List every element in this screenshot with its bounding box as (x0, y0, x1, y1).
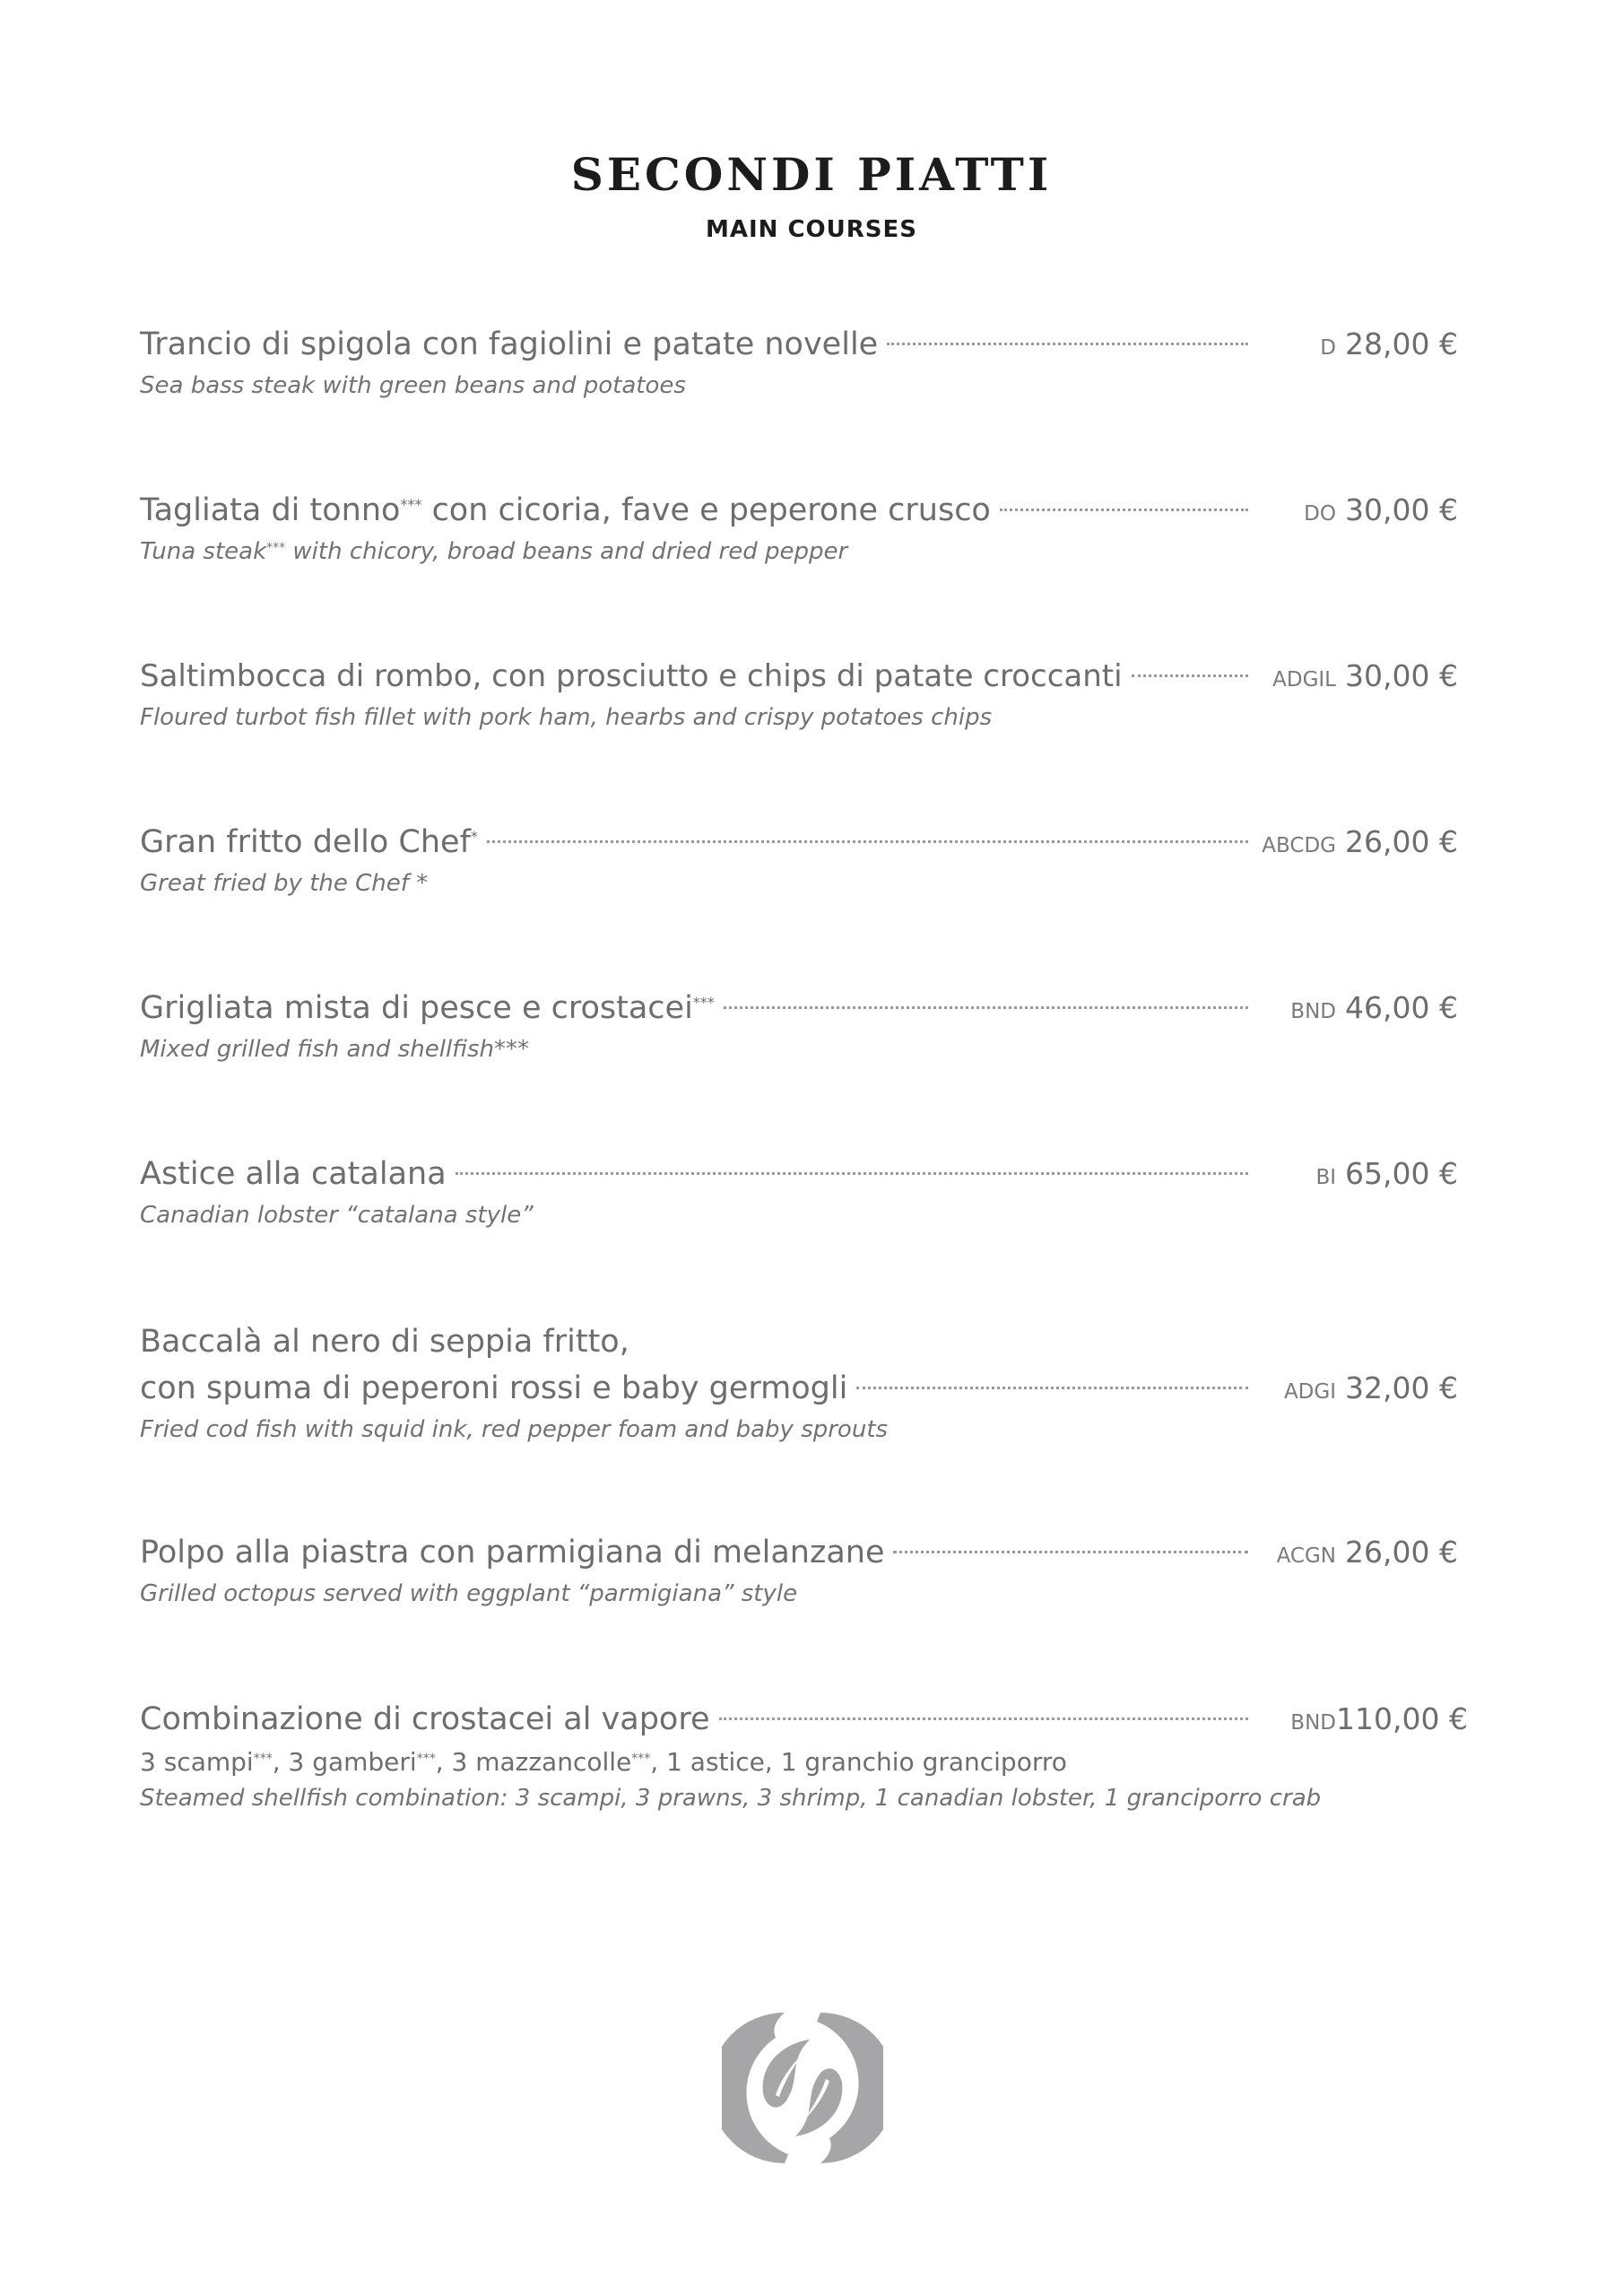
dish-price: 65,00 € (1345, 1156, 1458, 1191)
dish-name: Trancio di spigola con fagiolini e patate novelle (140, 326, 879, 362)
dish-price: 26,00 € (1345, 824, 1458, 859)
allergen-codes: ADGI (1283, 1380, 1336, 1404)
menu-item (140, 653, 1458, 735)
dish-name: Grigliata mista di pesce e crostacei*** (140, 990, 715, 1026)
menu-item (140, 1318, 1458, 1448)
dish-price: 110,00 € (1336, 1701, 1468, 1736)
superscript-mark: *** (266, 541, 286, 555)
dish-name: Astice alla catalana (140, 1156, 447, 1192)
menu-item (140, 819, 1458, 901)
dot-leader (887, 343, 1248, 345)
dot-leader (1000, 509, 1248, 511)
section-title: SECONDI PIATTI (570, 148, 1053, 201)
dish-translation: Great fried by the Chef * (140, 870, 429, 897)
dish-name: con spuma di peperoni rossi e baby germogli (140, 1370, 848, 1406)
menu-item (140, 487, 1458, 570)
dish-translation: Steamed shellfish combination: 3 scampi, 3 prawns, 3 shrimp, 1 canadian lobster, 1 granciporro crab (140, 1785, 1322, 1812)
dot-leader (893, 1551, 1248, 1553)
superscript-mark: * (470, 828, 478, 845)
dot-leader (1132, 674, 1248, 677)
dish-translation: Grilled octopus served with eggplant “parmigiana” style (140, 1580, 798, 1607)
menu-header (0, 144, 1623, 246)
dish-name: Gran fritto dello Chef* (140, 824, 478, 860)
dish-price: 26,00 € (1345, 1535, 1458, 1570)
menu-item (140, 1529, 1458, 1612)
dish-price: 46,00 € (1345, 990, 1458, 1025)
dish-name: Polpo alla piastra con parmigiana di melanzane (140, 1535, 885, 1570)
superscript-mark: *** (631, 1752, 651, 1766)
dish-translation: Fried cod fish with squid ink, red pepper foam and baby sprouts (140, 1416, 889, 1443)
leaf-circle-logo-icon (722, 2007, 883, 2169)
menu-item (140, 1151, 1458, 1233)
dish-translation: Sea bass steak with green beans and potatoes (140, 372, 686, 399)
allergen-codes: DO (1304, 502, 1336, 526)
dish-translation: Tuna steak*** with chicory, broad beans and dried red pepper (140, 538, 848, 565)
superscript-mark: *** (692, 994, 715, 1011)
dish-name: Combinazione di crostacei al vapore (140, 1701, 710, 1737)
dish-translation: Mixed grilled fish and shellfish*** (140, 1036, 529, 1063)
allergen-codes: ABCDG (1262, 834, 1336, 857)
superscript-mark: *** (416, 1752, 436, 1766)
menu-item (140, 321, 1458, 404)
dish-translation: Canadian lobster “catalana style” (140, 1202, 534, 1229)
dish-name: Tagliata di tonno*** con cicoria, fave e peperone crusco (140, 492, 991, 528)
dot-leader (456, 1172, 1248, 1175)
superscript-mark: *** (253, 1752, 273, 1766)
allergen-codes: BI (1315, 1166, 1336, 1189)
superscript-mark: *** (400, 496, 422, 513)
allergen-codes: ACGN (1276, 1544, 1336, 1568)
dish-price: 32,00 € (1345, 1370, 1458, 1405)
dish-price: 30,00 € (1345, 492, 1458, 527)
allergen-codes: BND (1290, 1711, 1336, 1735)
dot-leader (487, 840, 1248, 843)
allergen-codes: D (1320, 336, 1336, 360)
dish-name: Saltimbocca di rombo, con prosciutto e chips di patate croccanti (140, 658, 1123, 694)
logo-shapes (722, 2013, 883, 2163)
section-subtitle: MAIN COURSES (705, 216, 917, 243)
menu-item (140, 985, 1458, 1067)
dish-name-line: Baccalà al nero di seppia fritto, (140, 1324, 629, 1360)
menu-item (140, 1696, 1468, 1816)
dot-leader (856, 1387, 1248, 1389)
dish-price: 28,00 € (1345, 326, 1458, 361)
dish-price: 30,00 € (1345, 658, 1458, 693)
dot-leader (719, 1718, 1249, 1720)
dish-detail: 3 scampi***, 3 gamberi***, 3 mazzancolle***, 1 astice, 1 granchio granciporro (140, 1747, 1067, 1777)
dish-translation: Floured turbot fish fillet with pork ham, hearbs and crispy potatoes chips (140, 704, 993, 731)
allergen-codes: BND (1290, 1000, 1336, 1023)
dot-leader (724, 1006, 1248, 1009)
allergen-codes: ADGIL (1272, 668, 1336, 691)
